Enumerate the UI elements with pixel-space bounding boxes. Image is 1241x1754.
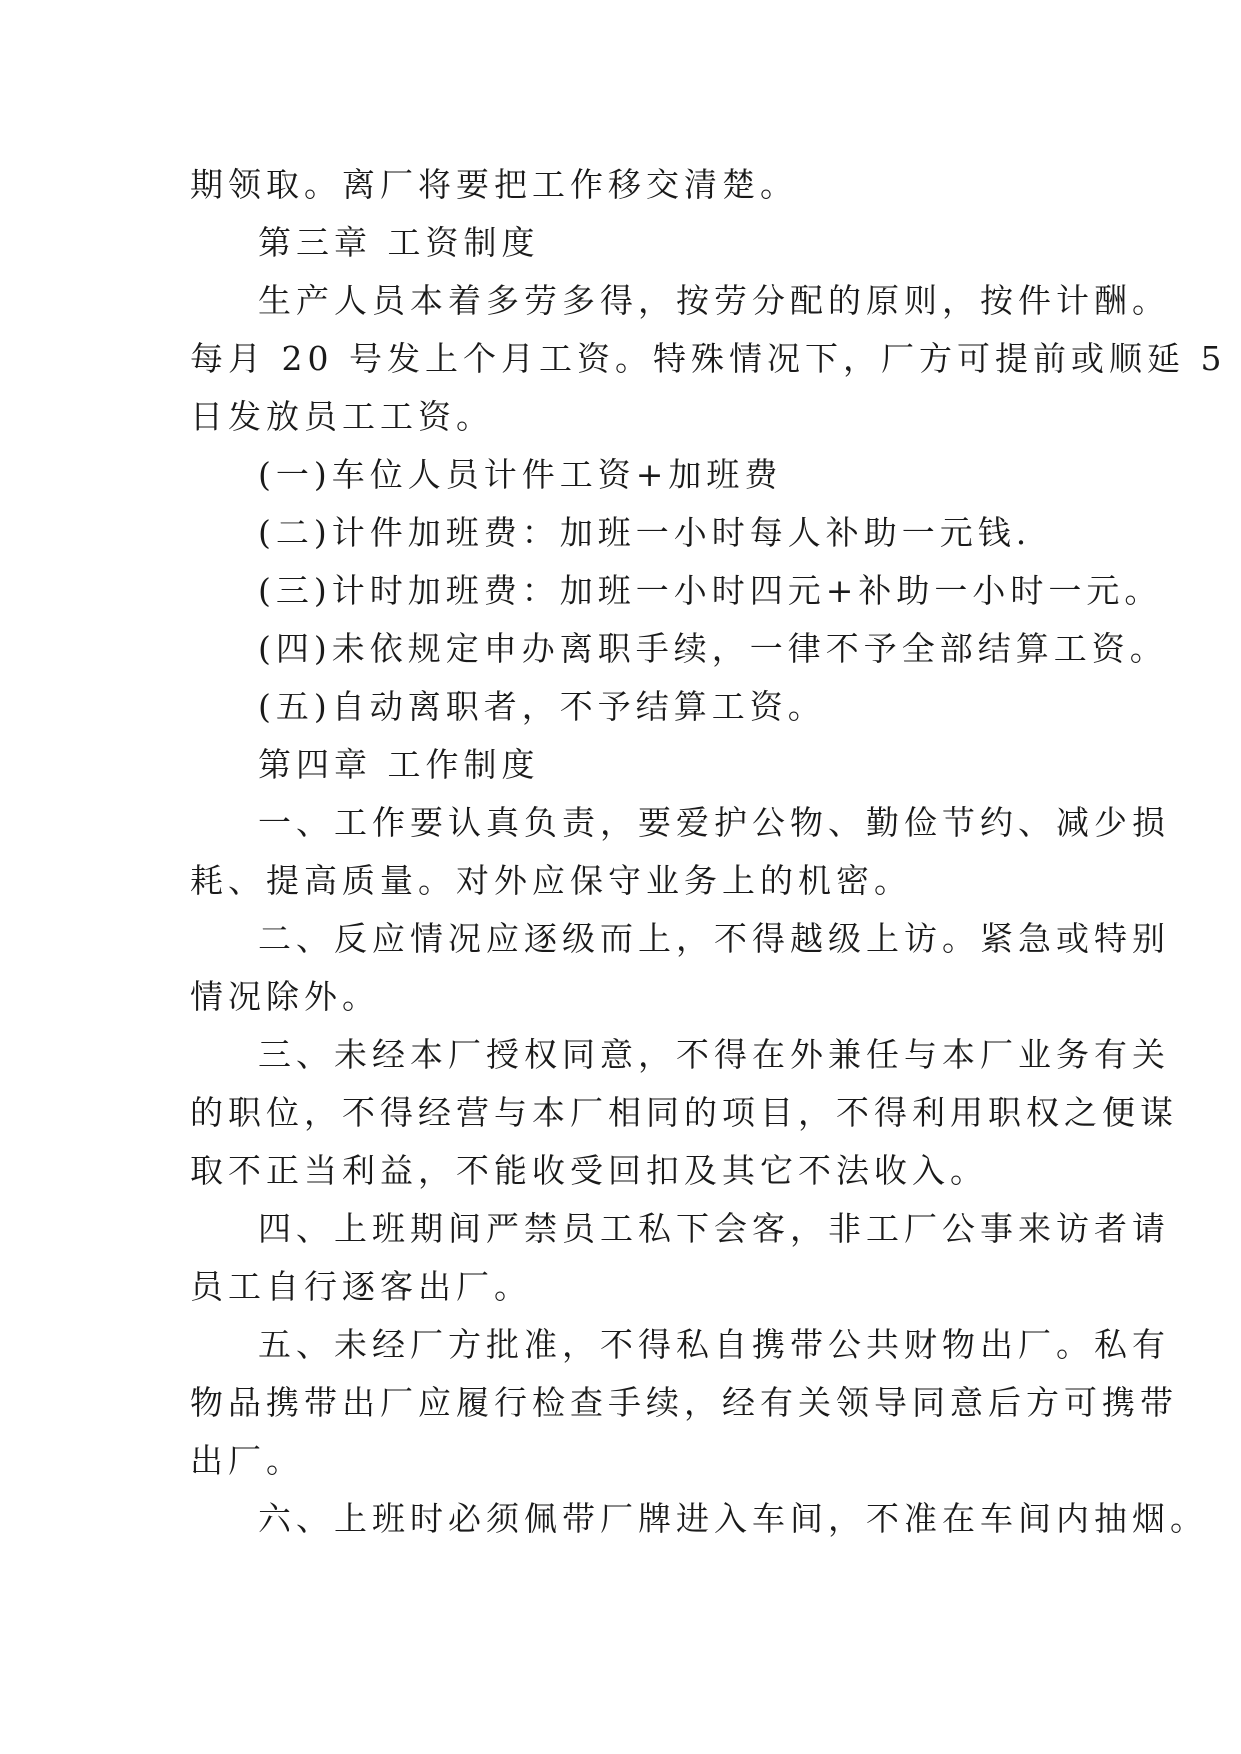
chapter-heading: 第四章 工作制度 [258, 745, 540, 784]
text-line: 员工自行逐客出厂。 [190, 1267, 532, 1306]
text-line: 的职位，不得经营与本厂相同的项目，不得利用职权之便谋 [190, 1093, 1178, 1132]
text-line: 耗、提高质量。对外应保守业务上的机密。 [190, 861, 912, 900]
chapter-heading: 第三章 工资制度 [258, 223, 540, 262]
text-line: 出厂。 [190, 1441, 304, 1480]
list-item: (三)计时加班费：加班一小时四元+补助一小时一元。 [258, 571, 1163, 610]
text-line: 五、未经厂方批准，不得私自携带公共财物出厂。私有 [258, 1325, 1170, 1364]
text-line: 四、上班期间严禁员工私下会客，非工厂公事来访者请 [258, 1209, 1170, 1248]
text-line: 六、上班时必须佩带厂牌进入车间，不准在车间内抽烟。 [258, 1499, 1208, 1538]
text-line: 三、未经本厂授权同意，不得在外兼任与本厂业务有关 [258, 1035, 1170, 1074]
text-line: 日发放员工工资。 [190, 397, 494, 436]
text-line: 期领取。离厂将要把工作移交清楚。 [190, 165, 798, 204]
text-line: 生产人员本着多劳多得，按劳分配的原则，按件计酬。 [258, 281, 1170, 320]
text-line: 取不正当利益，不能收受回扣及其它不法收入。 [190, 1151, 988, 1190]
list-item: (二)计件加班费：加班一小时每人补助一元钱. [258, 513, 1032, 552]
text-line: 一、工作要认真负责，要爱护公物、勤俭节约、减少损 [258, 803, 1170, 842]
list-item: (一)车位人员计件工资+加班费 [258, 455, 783, 494]
list-item: (四)未依规定申办离职手续，一律不予全部结算工资。 [258, 629, 1168, 668]
text-line: 二、反应情况应逐级而上，不得越级上访。紧急或特别 [258, 919, 1170, 958]
text-line: 情况除外。 [190, 977, 380, 1016]
text-line: 每月 20 号发上个月工资。特殊情况下，厂方可提前或顺延 5 [190, 339, 1227, 378]
list-item: (五)自动离职者，不予结算工资。 [258, 687, 826, 726]
text-line: 物品携带出厂应履行检查手续，经有关领导同意后方可携带 [190, 1383, 1178, 1422]
